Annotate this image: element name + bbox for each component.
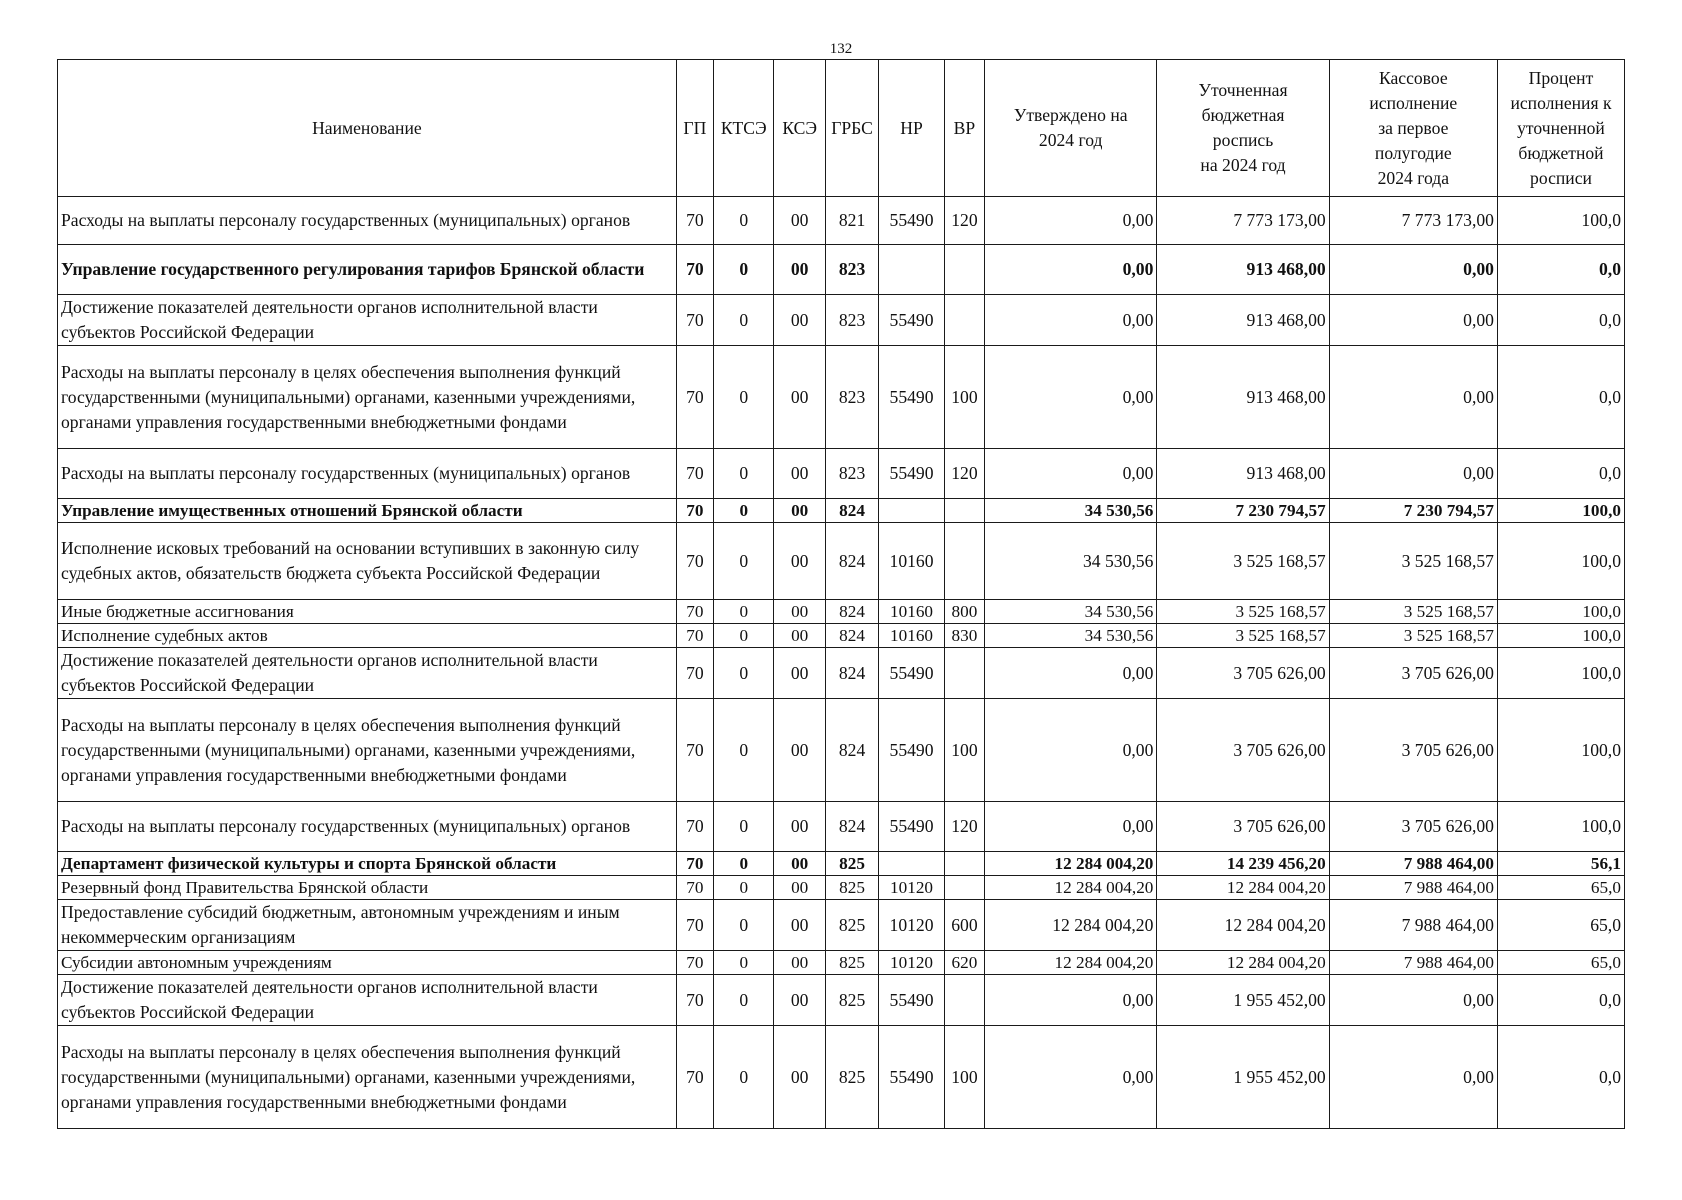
cell-grbs: 825 <box>825 900 878 951</box>
cell-ktse: 0 <box>714 951 774 975</box>
cell-np <box>879 499 945 523</box>
cell-gp: 70 <box>676 951 713 975</box>
cell-percent: 0,0 <box>1497 346 1624 449</box>
header-percent <box>1497 60 1624 197</box>
cell-vr <box>944 245 984 295</box>
cell-kse: 00 <box>774 346 825 449</box>
cell-percent: 0,0 <box>1497 245 1624 295</box>
cell-np: 55490 <box>879 449 945 499</box>
cell-approved: 34 530,56 <box>985 523 1157 600</box>
cell-ktse: 0 <box>714 648 774 699</box>
cell-cash: 0,00 <box>1329 1026 1497 1129</box>
cell-ktse: 0 <box>714 197 774 245</box>
cell-refined: 12 284 004,20 <box>1157 951 1329 975</box>
table-row <box>58 449 1625 499</box>
cell-name: Резервный фонд Правительства Брянской области <box>58 876 677 900</box>
cell-kse: 00 <box>774 449 825 499</box>
cell-np <box>879 852 945 876</box>
cell-grbs: 825 <box>825 876 878 900</box>
cell-np: 55490 <box>879 197 945 245</box>
cell-grbs: 825 <box>825 1026 878 1129</box>
cell-refined: 7 773 173,00 <box>1157 197 1329 245</box>
header-refined-line: бюджетная <box>1201 105 1285 125</box>
cell-approved: 0,00 <box>985 1026 1157 1129</box>
cell-kse: 00 <box>774 523 825 600</box>
cell-ktse: 0 <box>714 900 774 951</box>
cell-vr: 800 <box>944 600 984 624</box>
table-row-section <box>58 245 1625 295</box>
budget-execution-table <box>57 59 1625 1129</box>
cell-cash: 3 525 168,57 <box>1329 624 1497 648</box>
cell-cash: 0,00 <box>1329 295 1497 346</box>
cell-percent: 0,0 <box>1497 1026 1624 1129</box>
cell-ktse: 0 <box>714 852 774 876</box>
header-refined-line: Уточненная <box>1198 80 1288 100</box>
cell-approved: 34 530,56 <box>985 499 1157 523</box>
cell-grbs: 823 <box>825 245 878 295</box>
table-row <box>58 802 1625 852</box>
cell-grbs: 824 <box>825 802 878 852</box>
cell-name: Достижение показателей деятельности органов исполнительной власти субъектов Российской Федерации <box>58 648 677 699</box>
header-percent-line: Процент <box>1528 67 1594 88</box>
cell-refined: 14 239 456,20 <box>1157 852 1329 876</box>
cell-cash: 7 988 464,00 <box>1329 951 1497 975</box>
table-row <box>58 624 1625 648</box>
cell-ktse: 0 <box>714 600 774 624</box>
cell-np: 55490 <box>879 1026 945 1129</box>
cell-cash: 7 988 464,00 <box>1329 900 1497 951</box>
header-approved-line: Утверждено на <box>1013 105 1128 125</box>
cell-kse: 00 <box>774 245 825 295</box>
cell-name: Расходы на выплаты персоналу государственных (муниципальных) органов <box>58 197 677 245</box>
table-row <box>58 197 1625 245</box>
cell-percent: 0,0 <box>1497 975 1624 1026</box>
header-cash-line: 2024 года <box>1377 167 1450 188</box>
cell-approved: 0,00 <box>985 699 1157 802</box>
cell-np: 10160 <box>879 523 945 600</box>
cell-grbs: 824 <box>825 648 878 699</box>
table-row-section <box>58 499 1625 523</box>
cell-ktse: 0 <box>714 245 774 295</box>
cell-refined: 7 230 794,57 <box>1157 499 1329 523</box>
cell-percent: 100,0 <box>1497 802 1624 852</box>
header-cash-line: исполнение <box>1369 92 1458 113</box>
header-refined-line: роспись <box>1212 130 1274 150</box>
cell-name: Расходы на выплаты персоналу в целях обеспечения выполнения функций государственными (муниципальными) органами, казенными учреждениями, органами управления государственными внебюджетными фондами <box>58 699 677 802</box>
cell-gp: 70 <box>676 648 713 699</box>
cell-approved: 0,00 <box>985 245 1157 295</box>
cell-vr <box>944 648 984 699</box>
cell-ktse: 0 <box>714 449 774 499</box>
cell-np: 10120 <box>879 951 945 975</box>
header-percent-line: бюджетной <box>1518 142 1604 163</box>
cell-grbs: 823 <box>825 295 878 346</box>
header-np: НР <box>879 60 945 197</box>
header-gp: ГП <box>676 60 713 197</box>
cell-percent: 65,0 <box>1497 876 1624 900</box>
cell-kse: 00 <box>774 648 825 699</box>
header-percent-line: уточненной <box>1517 117 1605 138</box>
cell-vr <box>944 295 984 346</box>
cell-gp: 70 <box>676 449 713 499</box>
cell-approved: 0,00 <box>985 197 1157 245</box>
cell-gp: 70 <box>676 699 713 802</box>
cell-approved: 12 284 004,20 <box>985 900 1157 951</box>
cell-approved: 34 530,56 <box>985 624 1157 648</box>
header-ktse: КТСЭ <box>714 60 774 197</box>
cell-approved: 0,00 <box>985 802 1157 852</box>
cell-name: Управление имущественных отношений Брянской области <box>58 499 677 523</box>
table-row <box>58 975 1625 1026</box>
cell-grbs: 823 <box>825 449 878 499</box>
cell-vr <box>944 499 984 523</box>
header-cash-line: за первое <box>1378 117 1449 138</box>
cell-np: 10160 <box>879 600 945 624</box>
cell-refined: 3 525 168,57 <box>1157 600 1329 624</box>
cell-kse: 00 <box>774 852 825 876</box>
cell-kse: 00 <box>774 900 825 951</box>
cell-percent: 100,0 <box>1497 648 1624 699</box>
cell-cash: 7 988 464,00 <box>1329 876 1497 900</box>
cell-name: Исполнение исковых требований на основании вступивших в законную силу судебных актов, обязательств бюджета субъекта Российской Федерации <box>58 523 677 600</box>
cell-ktse: 0 <box>714 499 774 523</box>
cell-np: 10120 <box>879 876 945 900</box>
table-row <box>58 648 1625 699</box>
cell-name: Иные бюджетные ассигнования <box>58 600 677 624</box>
cell-refined: 3 525 168,57 <box>1157 624 1329 648</box>
cell-vr: 830 <box>944 624 984 648</box>
cell-np: 55490 <box>879 346 945 449</box>
cell-cash: 3 525 168,57 <box>1329 600 1497 624</box>
cell-kse: 00 <box>774 197 825 245</box>
cell-cash: 3 705 626,00 <box>1329 648 1497 699</box>
cell-grbs: 824 <box>825 600 878 624</box>
cell-ktse: 0 <box>714 523 774 600</box>
cell-percent: 100,0 <box>1497 699 1624 802</box>
cell-ktse: 0 <box>714 876 774 900</box>
cell-ktse: 0 <box>714 624 774 648</box>
cell-vr: 100 <box>944 1026 984 1129</box>
cell-name: Департамент физической культуры и спорта Брянской области <box>58 852 677 876</box>
header-cash-line: Кассовое <box>1378 67 1448 88</box>
cell-ktse: 0 <box>714 1026 774 1129</box>
cell-grbs: 824 <box>825 624 878 648</box>
table-row <box>58 600 1625 624</box>
cell-cash: 7 988 464,00 <box>1329 852 1497 876</box>
table-row <box>58 1026 1625 1129</box>
cell-np: 55490 <box>879 975 945 1026</box>
cell-vr <box>944 852 984 876</box>
cell-grbs: 821 <box>825 197 878 245</box>
cell-percent: 100,0 <box>1497 624 1624 648</box>
cell-approved: 12 284 004,20 <box>985 876 1157 900</box>
cell-cash: 3 525 168,57 <box>1329 523 1497 600</box>
cell-refined: 1 955 452,00 <box>1157 975 1329 1026</box>
cell-vr <box>944 975 984 1026</box>
cell-gp: 70 <box>676 852 713 876</box>
header-name: Наименование <box>58 60 677 197</box>
table-row <box>58 699 1625 802</box>
table-row-section <box>58 852 1625 876</box>
cell-grbs: 824 <box>825 523 878 600</box>
cell-ktse: 0 <box>714 699 774 802</box>
cell-gp: 70 <box>676 523 713 600</box>
cell-approved: 12 284 004,20 <box>985 852 1157 876</box>
cell-kse: 00 <box>774 295 825 346</box>
cell-kse: 00 <box>774 1026 825 1129</box>
cell-vr <box>944 523 984 600</box>
header-kse: КСЭ <box>774 60 825 197</box>
cell-np: 55490 <box>879 648 945 699</box>
header-refined <box>1157 60 1329 197</box>
cell-name: Субсидии автономным учреждениям <box>58 951 677 975</box>
cell-grbs: 824 <box>825 699 878 802</box>
cell-name: Достижение показателей деятельности органов исполнительной власти субъектов Российской Федерации <box>58 295 677 346</box>
cell-percent: 65,0 <box>1497 900 1624 951</box>
cell-refined: 913 468,00 <box>1157 346 1329 449</box>
cell-np: 10120 <box>879 900 945 951</box>
header-percent-line: росписи <box>1530 167 1592 188</box>
cell-percent: 100,0 <box>1497 499 1624 523</box>
cell-refined: 3 705 626,00 <box>1157 648 1329 699</box>
cell-refined: 913 468,00 <box>1157 295 1329 346</box>
header-percent-line: исполнения к <box>1510 92 1612 113</box>
cell-np: 55490 <box>879 295 945 346</box>
cell-name: Исполнение судебных актов <box>58 624 677 648</box>
cell-cash: 0,00 <box>1329 975 1497 1026</box>
cell-refined: 3 525 168,57 <box>1157 523 1329 600</box>
cell-cash: 0,00 <box>1329 449 1497 499</box>
cell-kse: 00 <box>774 975 825 1026</box>
table-header-row <box>58 60 1625 197</box>
header-approved-line: 2024 год <box>1038 130 1103 150</box>
cell-approved: 0,00 <box>985 346 1157 449</box>
cell-percent: 100,0 <box>1497 523 1624 600</box>
cell-vr: 120 <box>944 802 984 852</box>
cell-refined: 913 468,00 <box>1157 245 1329 295</box>
cell-gp: 70 <box>676 1026 713 1129</box>
cell-vr: 600 <box>944 900 984 951</box>
cell-cash: 7 773 173,00 <box>1329 197 1497 245</box>
cell-name: Предоставление субсидий бюджетным, автономным учреждениям и иным некоммерческим организациям <box>58 900 677 951</box>
cell-gp: 70 <box>676 975 713 1026</box>
cell-gp: 70 <box>676 346 713 449</box>
header-cash <box>1329 60 1497 197</box>
cell-ktse: 0 <box>714 295 774 346</box>
table-row <box>58 900 1625 951</box>
cell-percent: 0,0 <box>1497 449 1624 499</box>
cell-cash: 3 705 626,00 <box>1329 699 1497 802</box>
cell-kse: 00 <box>774 624 825 648</box>
cell-kse: 00 <box>774 951 825 975</box>
cell-np <box>879 245 945 295</box>
cell-percent: 65,0 <box>1497 951 1624 975</box>
cell-ktse: 0 <box>714 975 774 1026</box>
table-row <box>58 295 1625 346</box>
table-row <box>58 523 1625 600</box>
cell-percent: 56,1 <box>1497 852 1624 876</box>
cell-np: 55490 <box>879 802 945 852</box>
cell-refined: 1 955 452,00 <box>1157 1026 1329 1129</box>
cell-gp: 70 <box>676 624 713 648</box>
cell-gp: 70 <box>676 245 713 295</box>
cell-approved: 0,00 <box>985 449 1157 499</box>
cell-kse: 00 <box>774 802 825 852</box>
cell-name: Расходы на выплаты персоналу в целях обеспечения выполнения функций государственными (муниципальными) органами, казенными учреждениями, органами управления государственными внебюджетными фондами <box>58 1026 677 1129</box>
cell-gp: 70 <box>676 600 713 624</box>
cell-approved: 0,00 <box>985 975 1157 1026</box>
cell-percent: 0,0 <box>1497 295 1624 346</box>
cell-approved: 0,00 <box>985 648 1157 699</box>
table-row <box>58 951 1625 975</box>
cell-refined: 913 468,00 <box>1157 449 1329 499</box>
cell-np: 10160 <box>879 624 945 648</box>
cell-vr: 620 <box>944 951 984 975</box>
cell-vr: 100 <box>944 699 984 802</box>
table-body <box>58 197 1625 1129</box>
cell-name: Расходы на выплаты персоналу государственных (муниципальных) органов <box>58 449 677 499</box>
header-grbs: ГРБС <box>825 60 878 197</box>
cell-kse: 00 <box>774 600 825 624</box>
cell-refined: 12 284 004,20 <box>1157 900 1329 951</box>
cell-kse: 00 <box>774 499 825 523</box>
cell-cash: 0,00 <box>1329 245 1497 295</box>
cell-name: Управление государственного регулирования тарифов Брянской области <box>58 245 677 295</box>
cell-refined: 12 284 004,20 <box>1157 876 1329 900</box>
cell-gp: 70 <box>676 197 713 245</box>
cell-ktse: 0 <box>714 346 774 449</box>
cell-kse: 00 <box>774 699 825 802</box>
cell-grbs: 825 <box>825 951 878 975</box>
cell-approved: 34 530,56 <box>985 600 1157 624</box>
cell-kse: 00 <box>774 876 825 900</box>
cell-approved: 0,00 <box>985 295 1157 346</box>
cell-percent: 100,0 <box>1497 197 1624 245</box>
cell-name: Расходы на выплаты персоналу в целях обеспечения выполнения функций государственными (муниципальными) органами, казенными учреждениями, органами управления государственными внебюджетными фондами <box>58 346 677 449</box>
cell-percent: 100,0 <box>1497 600 1624 624</box>
table-row <box>58 346 1625 449</box>
cell-refined: 3 705 626,00 <box>1157 802 1329 852</box>
header-cash-line: полугодие <box>1374 142 1452 163</box>
cell-name: Достижение показателей деятельности органов исполнительной власти субъектов Российской Федерации <box>58 975 677 1026</box>
cell-cash: 3 705 626,00 <box>1329 802 1497 852</box>
cell-vr <box>944 876 984 900</box>
cell-name: Расходы на выплаты персоналу государственных (муниципальных) органов <box>58 802 677 852</box>
header-approved <box>985 60 1157 197</box>
cell-ktse: 0 <box>714 802 774 852</box>
cell-vr: 120 <box>944 197 984 245</box>
cell-gp: 70 <box>676 900 713 951</box>
cell-grbs: 823 <box>825 346 878 449</box>
cell-np: 55490 <box>879 699 945 802</box>
cell-gp: 70 <box>676 802 713 852</box>
cell-gp: 70 <box>676 295 713 346</box>
header-vr: ВР <box>944 60 984 197</box>
cell-refined: 3 705 626,00 <box>1157 699 1329 802</box>
cell-approved: 12 284 004,20 <box>985 951 1157 975</box>
page-number: 132 <box>829 41 853 57</box>
cell-gp: 70 <box>676 499 713 523</box>
cell-cash: 7 230 794,57 <box>1329 499 1497 523</box>
cell-grbs: 825 <box>825 852 878 876</box>
table-row <box>58 876 1625 900</box>
cell-vr: 120 <box>944 449 984 499</box>
cell-cash: 0,00 <box>1329 346 1497 449</box>
header-refined-line: на 2024 год <box>1200 155 1286 175</box>
cell-grbs: 825 <box>825 975 878 1026</box>
cell-gp: 70 <box>676 876 713 900</box>
cell-grbs: 824 <box>825 499 878 523</box>
cell-vr: 100 <box>944 346 984 449</box>
